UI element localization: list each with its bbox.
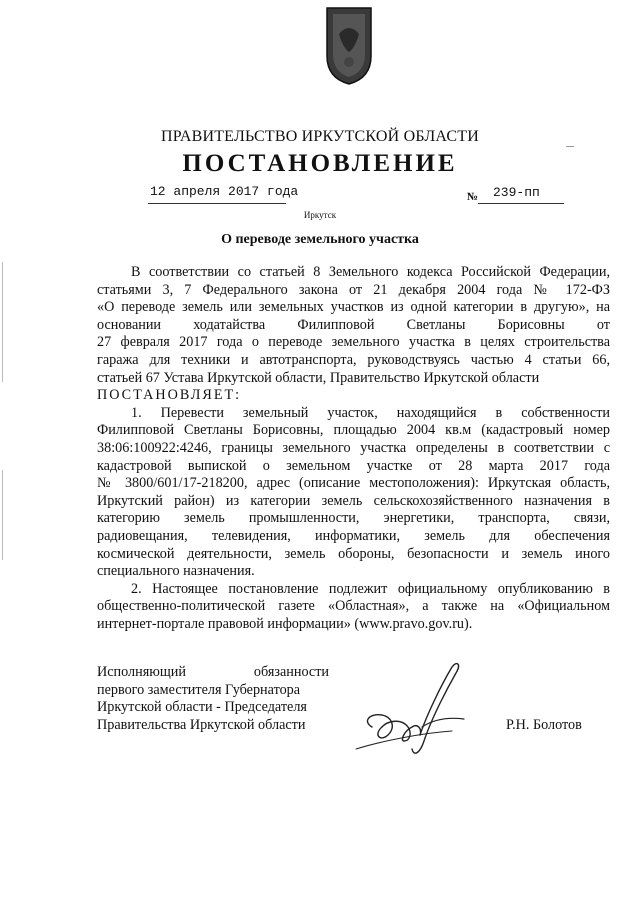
number-underline <box>478 203 564 204</box>
preamble-line: статьей 67 Устава Иркутской области, Правительство Иркутской области <box>97 369 540 386</box>
document-title: О переводе земельного участка <box>221 232 419 247</box>
signatory-title-line: Правительства Иркутской области <box>97 716 306 733</box>
item1-line: Филипповой Светланы Борисовны, площадью 2004 кв.м (кадастровый номер <box>97 422 610 439</box>
government-name: ПРАВИТЕЛЬСТВО ИРКУТСКОЙ ОБЛАСТИ <box>161 128 479 145</box>
signatory-title-line: Иркутской области - Председателя <box>97 699 307 716</box>
item2-line: 2. Настоящее постановление подлежит официальному опубликованию в <box>131 580 610 597</box>
item1-line: специального назначения. <box>97 563 255 580</box>
document-number: 239-пп <box>493 185 540 200</box>
margin-tick <box>566 146 574 147</box>
resolves-heading: ПОСТАНОВЛЯЕТ: <box>97 387 242 404</box>
signatory-title-line: первого заместителя Губернатора <box>97 681 301 698</box>
item1-line: космической деятельности, земель обороны, безопасности и земель иного <box>97 545 610 562</box>
signatory-title-line: Исполняющий обязанности <box>97 664 329 680</box>
item1-line: Иркутский район) из категории земель сельскохозяйственного назначения в <box>97 492 610 509</box>
item2-line: общественно-политической газете «Областная», а также на «Официальном <box>97 598 610 615</box>
item1-line: 1. Перевести земельный участок, находящийся в собственности <box>131 404 610 421</box>
preamble-line: основании ходатайства Филипповой Светланы Борисовны от <box>97 316 610 333</box>
item1-line: радиовещания, телевидения, информатики, земель для обеспечения <box>97 527 610 544</box>
city: Иркутск <box>303 210 337 220</box>
item1-line: № 3800/601/17-218200, адрес (описание местоположения): Иркутская область, <box>97 475 610 492</box>
scan-edge-mark <box>2 470 3 560</box>
coat-of-arms-emblem <box>325 4 373 86</box>
document-type: ПОСТАНОВЛЕНИЕ <box>182 150 458 177</box>
handwritten-signature <box>352 657 480 762</box>
item1-line: категорию земель промышленности, энергетики, транспорта, связи, <box>97 510 610 527</box>
preamble-line: В соответствии со статьей 8 Земельного кодекса Российской Федерации, <box>131 264 610 280</box>
document-body <box>97 264 610 633</box>
item1-line: 38:06:100922:4246, границы земельного участка определены в соответствии с <box>97 439 610 456</box>
preamble-line: «О переводе земель или земельных участков из одной категории в другую», на <box>97 299 610 316</box>
item1-line: кадастровой выпиской о земельном участке от 28 марта 2017 года <box>97 457 610 474</box>
preamble-line: гаража для техники и автотранспорта, руководствуясь частью 4 статьи 66, <box>97 351 610 368</box>
item2-line: интернет-портале правовой информации» (www.pravo.gov.ru). <box>97 615 473 632</box>
preamble-line: статьями 3, 7 Федерального закона от 21 декабря 2004 года № 172-ФЗ <box>97 281 610 298</box>
number-sign: № <box>467 191 479 203</box>
signatory-name: Р.Н. Болотов <box>506 717 582 733</box>
preamble-line: 27 февраля 2017 года о переводе земельного участка в целях строительства <box>97 334 610 351</box>
document-date: 12 апреля 2017 года <box>150 184 299 199</box>
date-underline <box>148 203 286 204</box>
signatory-title <box>97 664 329 734</box>
scan-edge-mark <box>2 262 3 382</box>
